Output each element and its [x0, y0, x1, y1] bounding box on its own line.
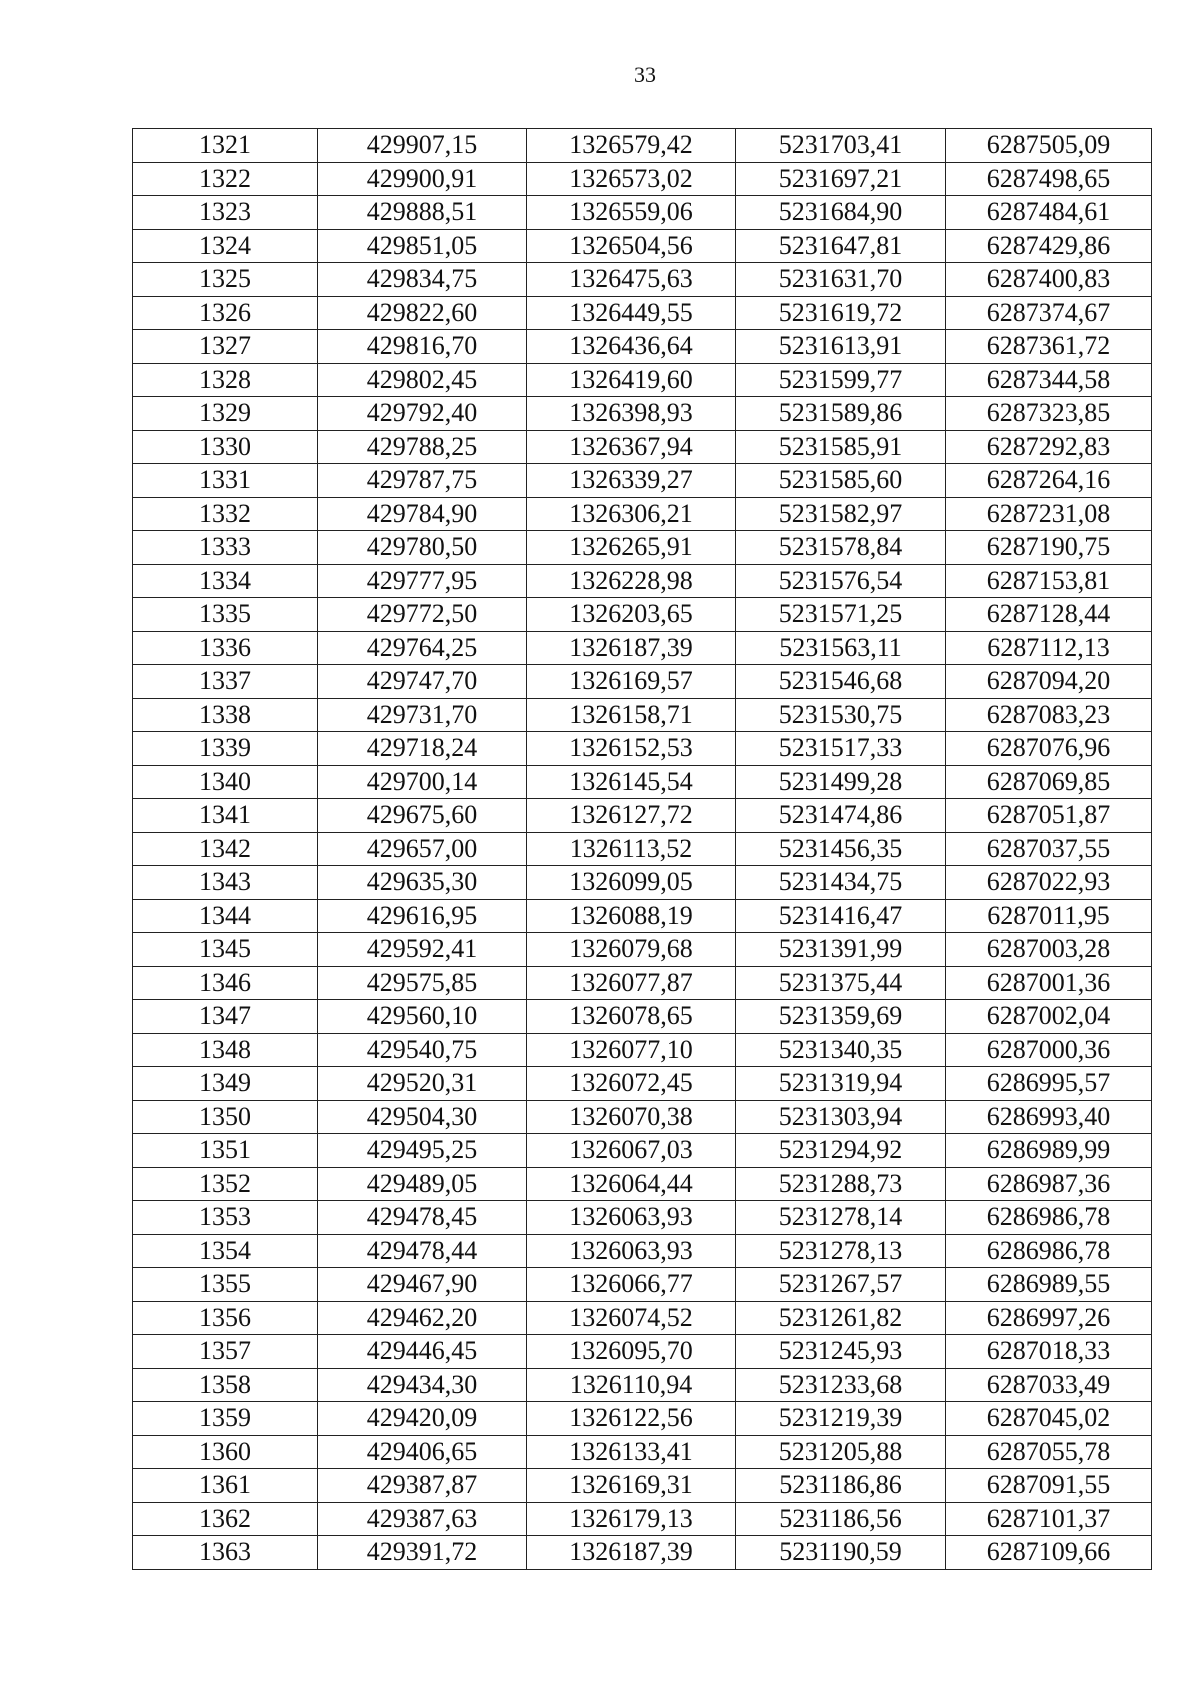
- coord-x2-cell: 5231267,57: [736, 1268, 946, 1302]
- point-number-cell: 1342: [133, 832, 318, 866]
- coord-y2-cell: 6287429,86: [946, 229, 1152, 263]
- coord-y2-cell: 6286997,26: [946, 1301, 1152, 1335]
- coord-y1-cell: 1326398,93: [527, 397, 736, 431]
- coord-y2-cell: 6287094,20: [946, 665, 1152, 699]
- point-number-cell: 1350: [133, 1100, 318, 1134]
- table-row: [133, 1502, 1152, 1536]
- point-number-cell: 1322: [133, 162, 318, 196]
- coord-x2-cell: 5231294,92: [736, 1134, 946, 1168]
- coord-x1-cell: 429387,87: [318, 1469, 527, 1503]
- coord-y2-cell: 6287069,85: [946, 765, 1152, 799]
- coord-x1-cell: 429777,95: [318, 564, 527, 598]
- coord-x1-cell: 429495,25: [318, 1134, 527, 1168]
- table-row: [133, 765, 1152, 799]
- table-row: [133, 1000, 1152, 1034]
- table-row: [133, 1402, 1152, 1436]
- coord-x1-cell: 429900,91: [318, 162, 527, 196]
- coord-y1-cell: 1326339,27: [527, 464, 736, 498]
- point-number-cell: 1359: [133, 1402, 318, 1436]
- coord-y1-cell: 1326152,53: [527, 732, 736, 766]
- coord-x2-cell: 5231186,56: [736, 1502, 946, 1536]
- coord-y2-cell: 6287045,02: [946, 1402, 1152, 1436]
- coord-y2-cell: 6286993,40: [946, 1100, 1152, 1134]
- coord-x1-cell: 429834,75: [318, 263, 527, 297]
- coord-x1-cell: 429540,75: [318, 1033, 527, 1067]
- page-number: 33: [634, 62, 656, 87]
- table-row: [133, 1134, 1152, 1168]
- coord-x2-cell: 5231578,84: [736, 531, 946, 565]
- table-row: [133, 129, 1152, 163]
- point-number-cell: 1326: [133, 296, 318, 330]
- coord-y1-cell: 1326265,91: [527, 531, 736, 565]
- coord-y1-cell: 1326579,42: [527, 129, 736, 163]
- coord-x1-cell: 429700,14: [318, 765, 527, 799]
- coord-x1-cell: 429434,30: [318, 1368, 527, 1402]
- coord-x1-cell: 429575,85: [318, 966, 527, 1000]
- point-number-cell: 1343: [133, 866, 318, 900]
- table-row: [133, 698, 1152, 732]
- coord-y1-cell: 1326113,52: [527, 832, 736, 866]
- coord-y2-cell: 6287018,33: [946, 1335, 1152, 1369]
- coord-x2-cell: 5231576,54: [736, 564, 946, 598]
- coord-x2-cell: 5231619,72: [736, 296, 946, 330]
- coord-y1-cell: 1326169,57: [527, 665, 736, 699]
- coord-x1-cell: 429560,10: [318, 1000, 527, 1034]
- coord-x2-cell: 5231546,68: [736, 665, 946, 699]
- coord-x2-cell: 5231340,35: [736, 1033, 946, 1067]
- coord-y2-cell: 6287344,58: [946, 363, 1152, 397]
- table-row: [133, 1234, 1152, 1268]
- table-row: [133, 263, 1152, 297]
- table-row: [133, 564, 1152, 598]
- coord-y1-cell: 1326122,56: [527, 1402, 736, 1436]
- table-row: [133, 732, 1152, 766]
- table-row: [133, 1536, 1152, 1570]
- coord-x1-cell: 429387,63: [318, 1502, 527, 1536]
- table-row: [133, 966, 1152, 1000]
- coord-y1-cell: 1326419,60: [527, 363, 736, 397]
- coord-y1-cell: 1326078,65: [527, 1000, 736, 1034]
- coord-x2-cell: 5231261,82: [736, 1301, 946, 1335]
- coord-y2-cell: 6287498,65: [946, 162, 1152, 196]
- coord-y2-cell: 6287190,75: [946, 531, 1152, 565]
- coord-y2-cell: 6287374,67: [946, 296, 1152, 330]
- point-number-cell: 1361: [133, 1469, 318, 1503]
- coord-x1-cell: 429816,70: [318, 330, 527, 364]
- table-row: [133, 631, 1152, 665]
- table-row: [133, 1033, 1152, 1067]
- coord-x2-cell: 5231245,93: [736, 1335, 946, 1369]
- coord-x1-cell: 429822,60: [318, 296, 527, 330]
- coord-y2-cell: 6287292,83: [946, 430, 1152, 464]
- point-number-cell: 1357: [133, 1335, 318, 1369]
- coord-x2-cell: 5231233,68: [736, 1368, 946, 1402]
- coord-y1-cell: 1326063,93: [527, 1234, 736, 1268]
- coord-x2-cell: 5231190,59: [736, 1536, 946, 1570]
- point-number-cell: 1339: [133, 732, 318, 766]
- point-number-cell: 1332: [133, 497, 318, 531]
- point-number-cell: 1348: [133, 1033, 318, 1067]
- coord-x1-cell: 429478,45: [318, 1201, 527, 1235]
- table-row: [133, 196, 1152, 230]
- coord-x2-cell: 5231303,94: [736, 1100, 946, 1134]
- coord-y1-cell: 1326072,45: [527, 1067, 736, 1101]
- coord-y2-cell: 6287003,28: [946, 933, 1152, 967]
- coord-y1-cell: 1326077,87: [527, 966, 736, 1000]
- coord-y1-cell: 1326074,52: [527, 1301, 736, 1335]
- coord-x2-cell: 5231585,91: [736, 430, 946, 464]
- coord-x2-cell: 5231697,21: [736, 162, 946, 196]
- point-number-cell: 1336: [133, 631, 318, 665]
- coord-x1-cell: 429462,20: [318, 1301, 527, 1335]
- coord-x2-cell: 5231684,90: [736, 196, 946, 230]
- coord-x1-cell: 429592,41: [318, 933, 527, 967]
- table-row: [133, 1100, 1152, 1134]
- point-number-cell: 1331: [133, 464, 318, 498]
- coord-x1-cell: 429616,95: [318, 899, 527, 933]
- coordinates-table: [132, 128, 1152, 1570]
- coord-y1-cell: 1326436,64: [527, 330, 736, 364]
- coord-y2-cell: 6287011,95: [946, 899, 1152, 933]
- point-number-cell: 1321: [133, 129, 318, 163]
- point-number-cell: 1323: [133, 196, 318, 230]
- coord-y2-cell: 6286986,78: [946, 1201, 1152, 1235]
- coordinates-table-body: [133, 129, 1152, 1570]
- coord-y1-cell: 1326475,63: [527, 263, 736, 297]
- point-number-cell: 1335: [133, 598, 318, 632]
- point-number-cell: 1347: [133, 1000, 318, 1034]
- coord-y1-cell: 1326095,70: [527, 1335, 736, 1369]
- table-row: [133, 1201, 1152, 1235]
- coord-x1-cell: 429420,09: [318, 1402, 527, 1436]
- coord-x2-cell: 5231474,86: [736, 799, 946, 833]
- point-number-cell: 1349: [133, 1067, 318, 1101]
- coord-x1-cell: 429784,90: [318, 497, 527, 531]
- coord-x2-cell: 5231278,14: [736, 1201, 946, 1235]
- coord-y2-cell: 6287264,16: [946, 464, 1152, 498]
- coord-y2-cell: 6287091,55: [946, 1469, 1152, 1503]
- coord-y2-cell: 6287128,44: [946, 598, 1152, 632]
- coord-y1-cell: 1326169,31: [527, 1469, 736, 1503]
- coord-x2-cell: 5231319,94: [736, 1067, 946, 1101]
- coord-y1-cell: 1326187,39: [527, 631, 736, 665]
- coord-y2-cell: 6287505,09: [946, 129, 1152, 163]
- coord-x1-cell: 429446,45: [318, 1335, 527, 1369]
- coord-x2-cell: 5231434,75: [736, 866, 946, 900]
- table-row: [133, 1335, 1152, 1369]
- table-row: [133, 296, 1152, 330]
- table-row: [133, 1268, 1152, 1302]
- point-number-cell: 1351: [133, 1134, 318, 1168]
- coord-y1-cell: 1326099,05: [527, 866, 736, 900]
- table-row: [133, 598, 1152, 632]
- point-number-cell: 1363: [133, 1536, 318, 1570]
- coord-y2-cell: 6287002,04: [946, 1000, 1152, 1034]
- coord-x1-cell: 429718,24: [318, 732, 527, 766]
- point-number-cell: 1333: [133, 531, 318, 565]
- coord-x2-cell: 5231517,33: [736, 732, 946, 766]
- coord-x2-cell: 5231456,35: [736, 832, 946, 866]
- coord-x1-cell: 429888,51: [318, 196, 527, 230]
- coord-x1-cell: 429788,25: [318, 430, 527, 464]
- coord-y1-cell: 1326158,71: [527, 698, 736, 732]
- point-number-cell: 1327: [133, 330, 318, 364]
- coord-x1-cell: 429731,70: [318, 698, 527, 732]
- coord-y1-cell: 1326306,21: [527, 497, 736, 531]
- coord-x2-cell: 5231585,60: [736, 464, 946, 498]
- point-number-cell: 1341: [133, 799, 318, 833]
- coord-x1-cell: 429764,25: [318, 631, 527, 665]
- coord-y2-cell: 6287484,61: [946, 196, 1152, 230]
- table-row: [133, 464, 1152, 498]
- point-number-cell: 1329: [133, 397, 318, 431]
- coord-x1-cell: 429520,31: [318, 1067, 527, 1101]
- coord-x1-cell: 429406,65: [318, 1435, 527, 1469]
- coord-y1-cell: 1326504,56: [527, 229, 736, 263]
- table-row: [133, 363, 1152, 397]
- coord-x1-cell: 429675,60: [318, 799, 527, 833]
- coord-y1-cell: 1326067,03: [527, 1134, 736, 1168]
- point-number-cell: 1355: [133, 1268, 318, 1302]
- coord-y1-cell: 1326367,94: [527, 430, 736, 464]
- point-number-cell: 1330: [133, 430, 318, 464]
- coord-y2-cell: 6287033,49: [946, 1368, 1152, 1402]
- coord-x2-cell: 5231278,13: [736, 1234, 946, 1268]
- coord-y2-cell: 6287400,83: [946, 263, 1152, 297]
- coord-y1-cell: 1326079,68: [527, 933, 736, 967]
- point-number-cell: 1324: [133, 229, 318, 263]
- coord-x1-cell: 429478,44: [318, 1234, 527, 1268]
- table-row: [133, 1435, 1152, 1469]
- coord-y1-cell: 1326203,65: [527, 598, 736, 632]
- coord-y2-cell: 6286987,36: [946, 1167, 1152, 1201]
- coord-y1-cell: 1326064,44: [527, 1167, 736, 1201]
- coord-x1-cell: 429747,70: [318, 665, 527, 699]
- coord-x2-cell: 5231375,44: [736, 966, 946, 1000]
- coord-x1-cell: 429391,72: [318, 1536, 527, 1570]
- point-number-cell: 1344: [133, 899, 318, 933]
- coord-y1-cell: 1326088,19: [527, 899, 736, 933]
- point-number-cell: 1354: [133, 1234, 318, 1268]
- coord-y2-cell: 6286989,55: [946, 1268, 1152, 1302]
- coord-y2-cell: 6287037,55: [946, 832, 1152, 866]
- table-row: [133, 1167, 1152, 1201]
- point-number-cell: 1362: [133, 1502, 318, 1536]
- coord-x2-cell: 5231205,88: [736, 1435, 946, 1469]
- table-row: [133, 1368, 1152, 1402]
- table-row: [133, 799, 1152, 833]
- coord-x2-cell: 5231359,69: [736, 1000, 946, 1034]
- coord-y2-cell: 6287051,87: [946, 799, 1152, 833]
- point-number-cell: 1338: [133, 698, 318, 732]
- point-number-cell: 1358: [133, 1368, 318, 1402]
- coord-y1-cell: 1326133,41: [527, 1435, 736, 1469]
- coord-y2-cell: 6287055,78: [946, 1435, 1152, 1469]
- table-row: [133, 229, 1152, 263]
- coord-y1-cell: 1326145,54: [527, 765, 736, 799]
- coord-y1-cell: 1326187,39: [527, 1536, 736, 1570]
- point-number-cell: 1356: [133, 1301, 318, 1335]
- coord-y1-cell: 1326066,77: [527, 1268, 736, 1302]
- table-row: [133, 665, 1152, 699]
- coord-y1-cell: 1326573,02: [527, 162, 736, 196]
- coord-y1-cell: 1326063,93: [527, 1201, 736, 1235]
- point-number-cell: 1345: [133, 933, 318, 967]
- table-row: [133, 430, 1152, 464]
- table-row: [133, 162, 1152, 196]
- coord-y1-cell: 1326110,94: [527, 1368, 736, 1402]
- point-number-cell: 1334: [133, 564, 318, 598]
- coord-y1-cell: 1326449,55: [527, 296, 736, 330]
- coord-y2-cell: 6287000,36: [946, 1033, 1152, 1067]
- table-row: [133, 1067, 1152, 1101]
- coord-x1-cell: 429657,00: [318, 832, 527, 866]
- table-row: [133, 1469, 1152, 1503]
- coord-y1-cell: 1326228,98: [527, 564, 736, 598]
- coord-x2-cell: 5231589,86: [736, 397, 946, 431]
- coord-x1-cell: 429792,40: [318, 397, 527, 431]
- coord-x2-cell: 5231571,25: [736, 598, 946, 632]
- coord-y2-cell: 6287076,96: [946, 732, 1152, 766]
- coord-x2-cell: 5231563,11: [736, 631, 946, 665]
- point-number-cell: 1340: [133, 765, 318, 799]
- coord-y2-cell: 6287022,93: [946, 866, 1152, 900]
- table-row: [133, 933, 1152, 967]
- coord-x2-cell: 5231599,77: [736, 363, 946, 397]
- coord-x1-cell: 429635,30: [318, 866, 527, 900]
- coord-x2-cell: 5231391,99: [736, 933, 946, 967]
- coord-x1-cell: 429504,30: [318, 1100, 527, 1134]
- point-number-cell: 1353: [133, 1201, 318, 1235]
- coord-x1-cell: 429907,15: [318, 129, 527, 163]
- table-row: [133, 531, 1152, 565]
- coord-y1-cell: 1326070,38: [527, 1100, 736, 1134]
- coord-x2-cell: 5231647,81: [736, 229, 946, 263]
- point-number-cell: 1325: [133, 263, 318, 297]
- coord-y2-cell: 6287112,13: [946, 631, 1152, 665]
- point-number-cell: 1337: [133, 665, 318, 699]
- coord-x2-cell: 5231499,28: [736, 765, 946, 799]
- table-row: [133, 330, 1152, 364]
- coord-x1-cell: 429802,45: [318, 363, 527, 397]
- table-row: [133, 832, 1152, 866]
- coord-y1-cell: 1326077,10: [527, 1033, 736, 1067]
- table-row: [133, 497, 1152, 531]
- coord-x2-cell: 5231631,70: [736, 263, 946, 297]
- point-number-cell: 1360: [133, 1435, 318, 1469]
- point-number-cell: 1346: [133, 966, 318, 1000]
- coord-x2-cell: 5231186,86: [736, 1469, 946, 1503]
- coord-y2-cell: 6287323,85: [946, 397, 1152, 431]
- coord-x2-cell: 5231530,75: [736, 698, 946, 732]
- table-row: [133, 397, 1152, 431]
- table-row: [133, 866, 1152, 900]
- coord-x2-cell: 5231416,47: [736, 899, 946, 933]
- coord-y1-cell: 1326179,13: [527, 1502, 736, 1536]
- coord-y2-cell: 6286986,78: [946, 1234, 1152, 1268]
- coord-y2-cell: 6287001,36: [946, 966, 1152, 1000]
- coord-x2-cell: 5231288,73: [736, 1167, 946, 1201]
- coord-y2-cell: 6287231,08: [946, 497, 1152, 531]
- point-number-cell: 1328: [133, 363, 318, 397]
- coord-x1-cell: 429489,05: [318, 1167, 527, 1201]
- coord-y2-cell: 6286989,99: [946, 1134, 1152, 1168]
- coord-x1-cell: 429772,50: [318, 598, 527, 632]
- coord-y2-cell: 6287083,23: [946, 698, 1152, 732]
- coord-x1-cell: 429851,05: [318, 229, 527, 263]
- coord-y1-cell: 1326127,72: [527, 799, 736, 833]
- point-number-cell: 1352: [133, 1167, 318, 1201]
- coord-y2-cell: 6287101,37: [946, 1502, 1152, 1536]
- coord-x1-cell: 429467,90: [318, 1268, 527, 1302]
- coord-x1-cell: 429787,75: [318, 464, 527, 498]
- coord-x2-cell: 5231613,91: [736, 330, 946, 364]
- coord-x1-cell: 429780,50: [318, 531, 527, 565]
- table-row: [133, 899, 1152, 933]
- coord-y2-cell: 6286995,57: [946, 1067, 1152, 1101]
- table-row: [133, 1301, 1152, 1335]
- coord-x2-cell: 5231219,39: [736, 1402, 946, 1436]
- coord-y2-cell: 6287361,72: [946, 330, 1152, 364]
- coord-x2-cell: 5231703,41: [736, 129, 946, 163]
- coord-y2-cell: 6287153,81: [946, 564, 1152, 598]
- coord-y2-cell: 6287109,66: [946, 1536, 1152, 1570]
- coord-x2-cell: 5231582,97: [736, 497, 946, 531]
- coord-y1-cell: 1326559,06: [527, 196, 736, 230]
